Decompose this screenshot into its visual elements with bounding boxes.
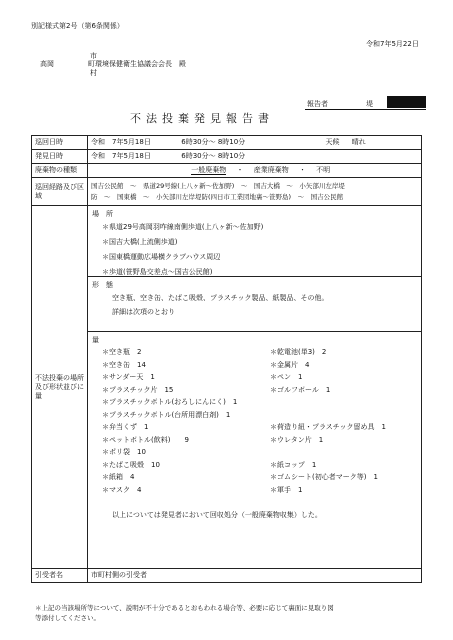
quantity-item: ＊たばこ吸殻 10 xyxy=(102,460,160,469)
type-separator-1: ・ xyxy=(236,166,244,174)
type-option-industrial: 産業廃棄物 xyxy=(253,166,289,174)
shape-line: 詳細は次項のとおり xyxy=(112,308,175,316)
type-cell xyxy=(88,164,422,178)
quantity-section xyxy=(88,332,421,568)
quantity-item: ＊軍手 1 xyxy=(270,485,303,494)
footnote-line-2: 等添付してください。 xyxy=(35,614,100,622)
type-label: 廃棄物の種類 xyxy=(32,164,88,178)
route-label: 巡回経路及び区域 xyxy=(32,178,88,206)
shape-heading: 形 態 xyxy=(92,281,113,289)
found-label: 発見日時 xyxy=(32,150,88,164)
route-line-1: 国吉公民館 ～ 県道29号線(上八ヶ新～佐加野) ～ 国吉大橋 ～ 小矢部川左岸堤 xyxy=(91,181,345,190)
route-cell xyxy=(88,178,422,206)
handover-value: 市町村側の引受者 xyxy=(88,569,422,583)
shape-line: 空き瓶、空き缶、たばこ吸殻、プラスチック製品、紙製品、その他。 xyxy=(112,294,329,302)
collection-note: 以上については発見者において回収処分（一般廃棄物収集）した。 xyxy=(112,511,322,519)
type-row xyxy=(32,164,422,178)
quantity-item: ＊ペットボトル(飲料) 9 xyxy=(102,435,189,444)
handover-row xyxy=(32,569,422,583)
route-row xyxy=(32,178,422,206)
reporter-name: 堤 xyxy=(366,100,373,108)
form-number: 別記様式第2号（第6条関係） xyxy=(31,22,124,30)
report-table xyxy=(31,135,422,583)
quantity-item: ＊紙箱 4 xyxy=(102,473,135,481)
recipient-name: 町環境保健衛生協議会会長 殿 xyxy=(88,60,186,68)
quantity-item xyxy=(270,409,417,422)
place-item: ＊歩道(笹野島交差点～国吉公民館) xyxy=(102,268,213,276)
document-title: 不法投棄発見報告書 xyxy=(130,112,274,125)
patrol-row xyxy=(32,136,422,150)
found-cell xyxy=(88,150,422,164)
quantity-item: ＊ゴルフボール 1 xyxy=(270,385,331,394)
footnote-line-1: ＊上記の当該場所等について、説明が不十分であるとおもわれる場合等、必要に応じて裏面に見取り図 xyxy=(35,604,334,612)
quantity-item: ＊ポリ袋 10 xyxy=(102,448,146,456)
detail-cell xyxy=(88,206,422,569)
patrol-time: 6時30分～ 8時10分 xyxy=(181,138,246,146)
quantity-item: ＊プラスチックボトル(おろしにんにく) 1 xyxy=(102,398,238,406)
quantity-heading: 量 xyxy=(92,336,99,344)
place-item: ＊国吉大橋(上流側歩道) xyxy=(102,238,178,246)
report-date: 令和7年5月22日 xyxy=(366,40,419,48)
type-option-general: 一般廃棄物 xyxy=(191,166,227,174)
quantity-item: ＊ゴムシート(初心者マーク等) 1 xyxy=(270,473,378,481)
quantity-item: ＊マスク 4 xyxy=(102,485,142,494)
shape-section xyxy=(88,277,421,332)
weather-label: 天候 xyxy=(325,138,340,146)
recipient-prefix: 高岡 xyxy=(40,60,54,68)
quantity-item xyxy=(270,446,417,459)
quantity-item: ＊サンダー天 1 xyxy=(102,373,155,381)
place-item: ＊県道29号高岡羽咋線南側歩道(上八ヶ新～佐加野) xyxy=(102,223,264,231)
quantity-item: ＊金属片 4 xyxy=(270,360,310,369)
reporter-label: 報告者 xyxy=(307,100,328,108)
recipient-line-top: 市 xyxy=(90,52,97,60)
weather-value: 晴れ xyxy=(351,138,366,146)
quantity-item: ＊ペン 1 xyxy=(270,373,303,381)
recipient-line-bottom: 村 xyxy=(90,69,97,77)
detail-row xyxy=(32,206,422,569)
place-section xyxy=(88,206,421,277)
place-item: ＊国東橋運動広場横クラブハウス周辺 xyxy=(102,253,221,261)
quantity-item: ＊ウレタン片 1 xyxy=(270,435,324,444)
found-time: 6時30分～ 8時10分 xyxy=(181,152,246,160)
quantity-item: ＊プラスチックボトル(台所用漂白剤) 1 xyxy=(102,410,231,419)
redacted-name xyxy=(387,96,426,108)
place-heading: 場 所 xyxy=(92,210,113,218)
patrol-label: 巡回日時 xyxy=(32,136,88,150)
patrol-date: 令和 7年5月18日 xyxy=(91,138,151,146)
reporter-underline xyxy=(305,109,426,110)
type-option-unknown: 不明 xyxy=(316,166,331,174)
quantity-item: ＊空き瓶 2 xyxy=(102,348,142,356)
quantity-item: ＊弁当くず 1 xyxy=(102,423,149,431)
detail-label: 不法投棄の場所及び形状並びに量 xyxy=(32,206,88,569)
found-row xyxy=(32,150,422,164)
patrol-cell xyxy=(88,136,422,150)
quantity-item: ＊荷造り紐・プラスチック留め具 1 xyxy=(270,423,386,431)
found-date: 令和 7年5月18日 xyxy=(91,152,151,160)
quantity-item: ＊乾電池(単3) 2 xyxy=(270,348,327,356)
route-line-2: 防 ～ 国東橋 ～ 小矢部川左岸堤防(四日市工業団地裏～笹野島) ～ 国吉公民館 xyxy=(91,192,344,201)
quantity-item: ＊紙コップ 1 xyxy=(270,460,317,469)
quantity-item xyxy=(270,396,417,409)
quantity-grid xyxy=(92,346,417,496)
handover-label: 引受者名 xyxy=(32,569,88,583)
type-separator-2: ・ xyxy=(298,166,306,174)
quantity-item: ＊プラスチック片 15 xyxy=(102,385,174,394)
quantity-item: ＊空き缶 14 xyxy=(102,360,146,369)
